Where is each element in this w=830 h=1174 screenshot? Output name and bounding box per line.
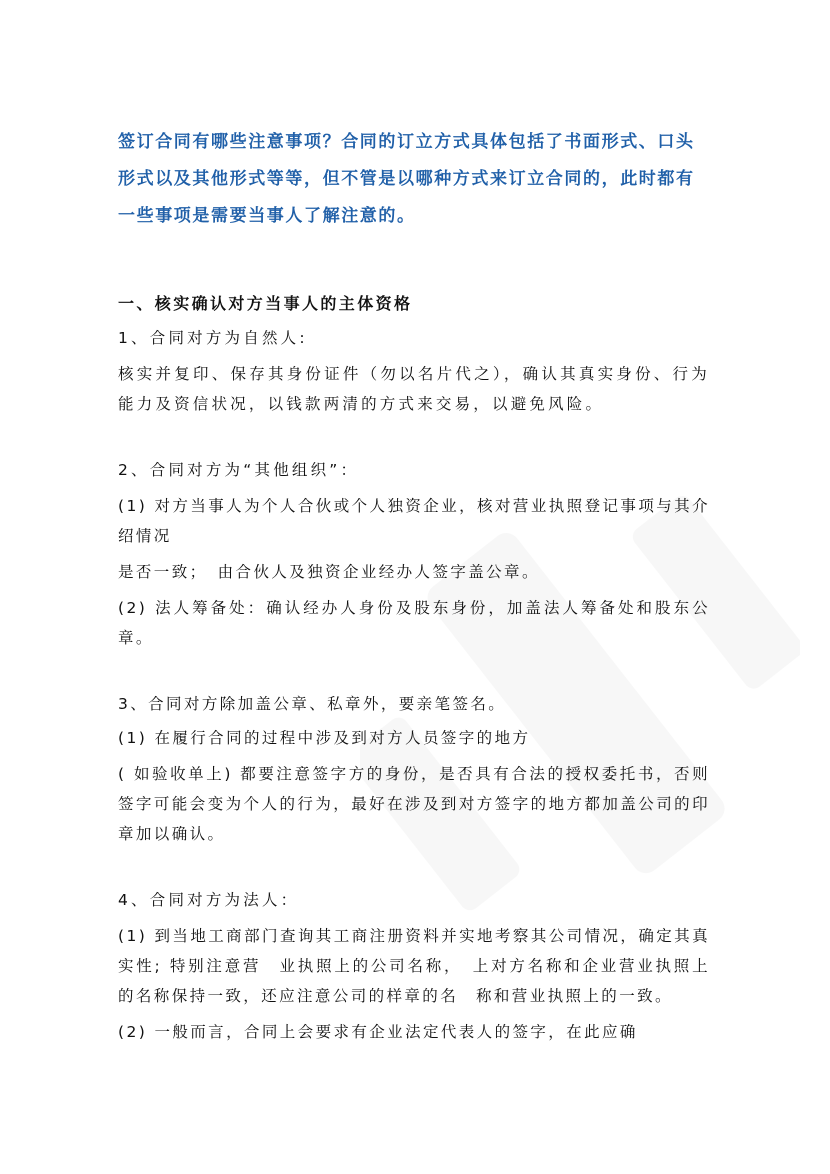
item2-paragraph-3: (2) 法人筹备处：确认经办人身份及股东身份，加盖法人筹备处和股东公章。 xyxy=(118,599,710,647)
item4-paragraph-1: (1) 到当地工商部门查询其工商注册资料并实地考察其公司情况，确定其真实性; 特别注意营 业执照上的公司名称， 上对方名称和企业营业执照上的名称保持一致，还应注意公司的样章的名 称和营业执照上的一致。 xyxy=(118,927,710,1005)
item4-paragraph-2: (2) 一般而言，合同上会要求有企业法定代表人的签字，在此应确 xyxy=(118,1023,638,1041)
item3-paragraph-1: (1) 在履行合同的过程中涉及到对方人员签字的地方 xyxy=(118,729,531,747)
item1-body: 核实并复印、保存其身份证件（勿以名片代之），确认其真实身份、行为能力及资信状况，以钱款两清的方式来交易，以避免风险。 xyxy=(118,365,710,413)
item2-paragraph-1: (1) 对方当事人为个人合伙或个人独资企业，核对营业执照登记事项与其介绍情况 xyxy=(118,497,710,545)
intro-paragraph: 签订合同有哪些注意事项？合同的订立方式具体包括了书面形式、口头形式以及其他形式等等，但不管是以哪种方式来订立合同的，此时都有一些事项是需要当事人了解注意的。 xyxy=(118,132,695,226)
item2-paragraph-2: 是否一致； 由合伙人及独资企业经办人签字盖公章。 xyxy=(118,563,540,581)
item1-title: 1、合同对方为自然人: xyxy=(118,329,308,347)
item2-title: 2、合同对方为“其他组织”： xyxy=(118,461,360,479)
item4-title: 4、合同对方为法人： xyxy=(118,891,300,909)
section-heading: 一、核实确认对方当事人的主体资格 xyxy=(118,294,413,313)
document-body xyxy=(118,124,710,1047)
item3-title: 3、合同对方除加盖公章、私章外，要亲笔签名。 xyxy=(118,695,507,713)
item3-paragraph-2: ( 如验收单上) 都要注意签字方的身份，是否具有合法的授权委托书，否则签字可能会变为个人的行为，最好在涉及到对方签字的地方都加盖公司的印章加以确认。 xyxy=(118,765,710,843)
